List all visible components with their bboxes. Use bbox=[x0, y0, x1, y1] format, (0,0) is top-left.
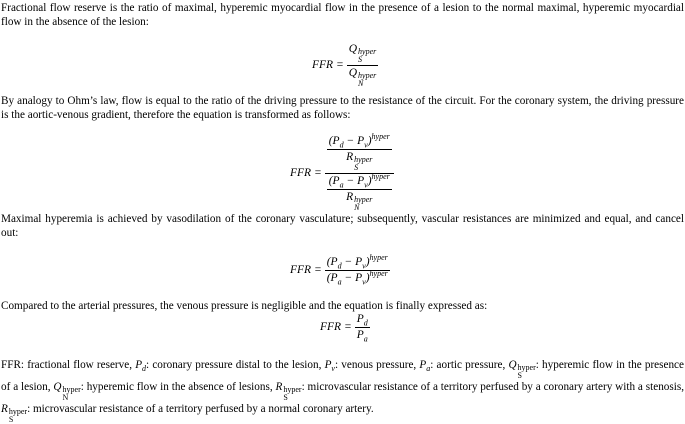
paragraph-ohms-law: By analogy to Ohm’s law, flow is equal to the ratio of the driving pressure to the resistance of the circuit. For the coronary system, the driving pressure is the aortic-venous gradient, therefore the equation is transformed as follows: bbox=[1, 95, 684, 122]
equation-ffr-flow bbox=[312, 43, 378, 88]
paragraph-intro: Fractional flow reserve is the ratio of maximal, hyperemic myocardial flow in the presence of a lesion to the normal maximal, hyperemic myocardial flow in the absence of the lesion: bbox=[1, 2, 684, 29]
equation-ffr-pressure bbox=[290, 253, 390, 287]
equation-ffr-final bbox=[320, 313, 370, 342]
equation-lhs: FFR = bbox=[312, 59, 344, 72]
footnote-abbreviations: FFR: fractional flow reserve, $P_d$: coronary pressure distal to the lesion, $P_v$: venous pressure, $P_a$: aortic pressure, Q hyper S : hyperemic flow in the presence of a lesion, Q hyper N : hyperemic flow in the absence of lesions, R hyper S : microvascular resistance of a territory perfused by a coronary artery with a stenosis, R hyper S : microvascular resistance of a territory perfused by a normal coronary artery. bbox=[1, 359, 684, 424]
equation-lhs: FFR = bbox=[290, 264, 322, 277]
equation-lhs: FFR = bbox=[290, 167, 322, 180]
paragraph-venous: Compared to the arterial pressures, the venous pressure is negligible and the equation is finally expressed as: bbox=[1, 300, 488, 312]
pressure-fraction: $\frac{(P_d - P_v)^{hyper}}{(P_a - P_v)^{hyper}}$ bbox=[326, 253, 388, 287]
flow-fraction: Q hyper S Q hyper N bbox=[348, 43, 377, 88]
paragraph-hyperemia: Maximal hyperemia is achieved by vasodilation of the coronary vasculature; subsequently, vascular resistances are minimized and equal, and cancel out: bbox=[1, 213, 684, 240]
equation-ffr-resistance bbox=[290, 132, 394, 212]
equation-lhs: FFR = bbox=[320, 321, 352, 334]
final-fraction: $\frac{P_d}{P_a}$ bbox=[356, 313, 368, 344]
compound-fraction: $(P_d - P_v)^{hyper}$ R hyper S $(P_a - P_v)^{hyper}$ R hyper N bbox=[325, 135, 394, 212]
